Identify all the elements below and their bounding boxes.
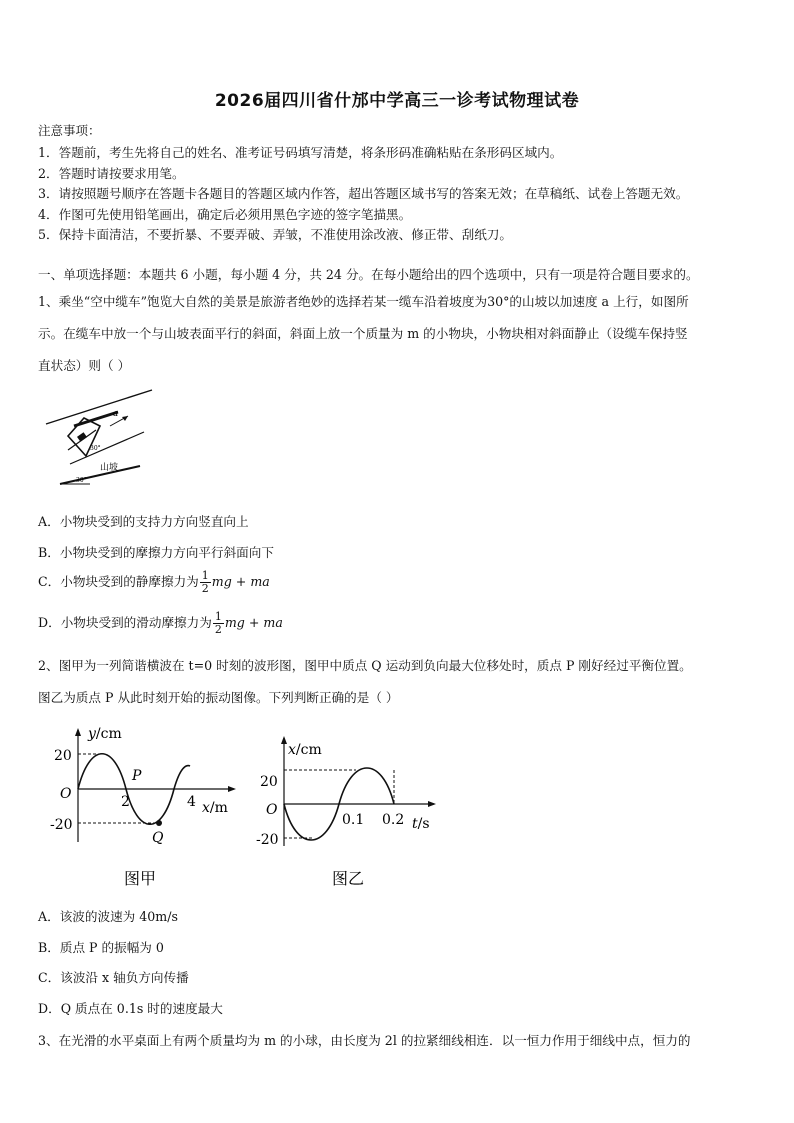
x-tick-label: 4 — [187, 794, 196, 810]
fraction-denominator: 2 — [201, 582, 209, 595]
option-d: D．Q 质点在 0.1s 时的速度最大 — [38, 1001, 223, 1016]
option-b: B．质点 P 的振幅为 0 — [38, 940, 164, 955]
formula-tail: mg + ma — [211, 574, 270, 589]
graph-caption: 图甲 — [124, 869, 157, 888]
option-b: B．小物块受到的摩擦力方向平行斜面向下 — [38, 545, 274, 560]
notice-item: 3．请按照题号顺序在答题卡各题目的答题区域内作答，超出答题区域书写的答案无效；在草稿纸、试卷上答题无效。 — [38, 186, 689, 201]
section-heading: 一、单项选择题：本题共 6 小题，每小题 4 分，共 24 分。在每小题给出的四个选项中，只有一项是符合题目要求的。 — [38, 267, 699, 282]
x-axis-label: x/m — [202, 800, 228, 816]
question-text: 示。在缆车中放一个与山坡表面平行的斜面，斜面上放一个质量为 m 的小物块，小物块相对斜面静止（设缆车保持竖 — [38, 326, 688, 341]
slope-label: 山坡 — [100, 463, 119, 473]
fraction-denominator: 2 — [214, 623, 222, 636]
y-axis-arrow — [75, 728, 81, 736]
notice-item: 4．作图可先使用铅笔画出，确定后必须用黑色字迹的签字笔描黑。 — [38, 207, 412, 222]
formula-tail: mg + ma — [224, 615, 283, 630]
cable-car-figure — [40, 386, 160, 491]
block — [77, 432, 87, 442]
fraction-numerator: 1 — [201, 569, 209, 582]
notice-heading: 注意事项： — [38, 123, 101, 138]
notice-item: 5．保持卡面清洁，不要折暴、不要弄破、弄皱，不准使用涂改液、修正带、刮纸刀。 — [38, 227, 512, 242]
x-tick-label: 2 — [121, 794, 130, 810]
angle-label: 30° — [90, 445, 101, 452]
y-tick-label: -20 — [50, 817, 73, 833]
fraction — [213, 611, 224, 636]
origin-label: O — [60, 786, 72, 802]
point-q — [156, 820, 162, 826]
option-c — [38, 570, 270, 595]
y-tick-label: 20 — [54, 748, 72, 764]
option-c-text: C．小物块受到的静摩擦力为 — [38, 574, 199, 589]
option-a: A．该波的波速为 40m/s — [38, 909, 178, 924]
x-axis-label: t/s — [412, 816, 430, 832]
point-p-label: P — [132, 768, 142, 784]
option-c: C．该波沿 x 轴负方向传播 — [38, 970, 189, 985]
option-a: A．小物块受到的支持力方向竖直向上 — [38, 514, 249, 529]
notice-item: 1．答题前，考生先将自己的姓名、准考证号码填写清楚，将条形码准确粘贴在条形码区域内。 — [38, 145, 563, 160]
notice-item: 2．答题时请按要求用笔。 — [38, 166, 185, 181]
origin-label: O — [266, 802, 278, 818]
question-text: 1、乘坐“空中缆车”饱览大自然的美景是旅游者绝妙的选择若某一缆车沿着坡度为30°的山坡以加速度 a 上行，如图所 — [38, 294, 689, 309]
graph-caption: 图乙 — [332, 869, 365, 888]
question-text: 2、图甲为一列简谐横波在 t=0 时刻的波形图，图甲中质点 Q 运动到负向最大位移处时，质点 P 刚好经过平衡位置。 — [38, 658, 692, 673]
question-text: 直状态）则（ ） — [38, 358, 131, 373]
y-axis-label: x/cm — [288, 742, 322, 758]
point-q-label: Q — [152, 830, 164, 846]
y-axis-arrow — [281, 736, 287, 744]
fraction — [200, 570, 211, 595]
slope-angle-label: 30° — [76, 477, 87, 484]
fraction-numerator: 1 — [214, 610, 222, 623]
y-axis-label: y/cm — [88, 726, 122, 742]
question-text: 3、在光滑的水平桌面上有两个质量均为 m 的小球，由长度为 2l 的拉紧细线相连．以一恒力作用于细线中点，恒力的 — [38, 1033, 691, 1048]
graph-vibration — [256, 734, 456, 892]
option-d — [38, 611, 283, 636]
x-axis-arrow — [228, 786, 236, 792]
exam-title: 2026届四川省什邡中学高三一诊考试物理试卷 — [214, 91, 580, 111]
question-text: 图乙为质点 P 从此时刻开始的振动图像。下列判断正确的是（ ） — [38, 690, 399, 705]
x-tick-label: 0.2 — [382, 812, 405, 828]
y-tick-label: -20 — [256, 832, 279, 848]
accel-label: a — [113, 409, 119, 419]
graph-wave — [44, 722, 244, 892]
option-d-text: D．小物块受到的滑动摩擦力为 — [38, 615, 212, 630]
y-tick-label: 20 — [260, 774, 278, 790]
x-axis-arrow — [428, 801, 436, 807]
x-tick-label: 0.1 — [342, 812, 365, 828]
